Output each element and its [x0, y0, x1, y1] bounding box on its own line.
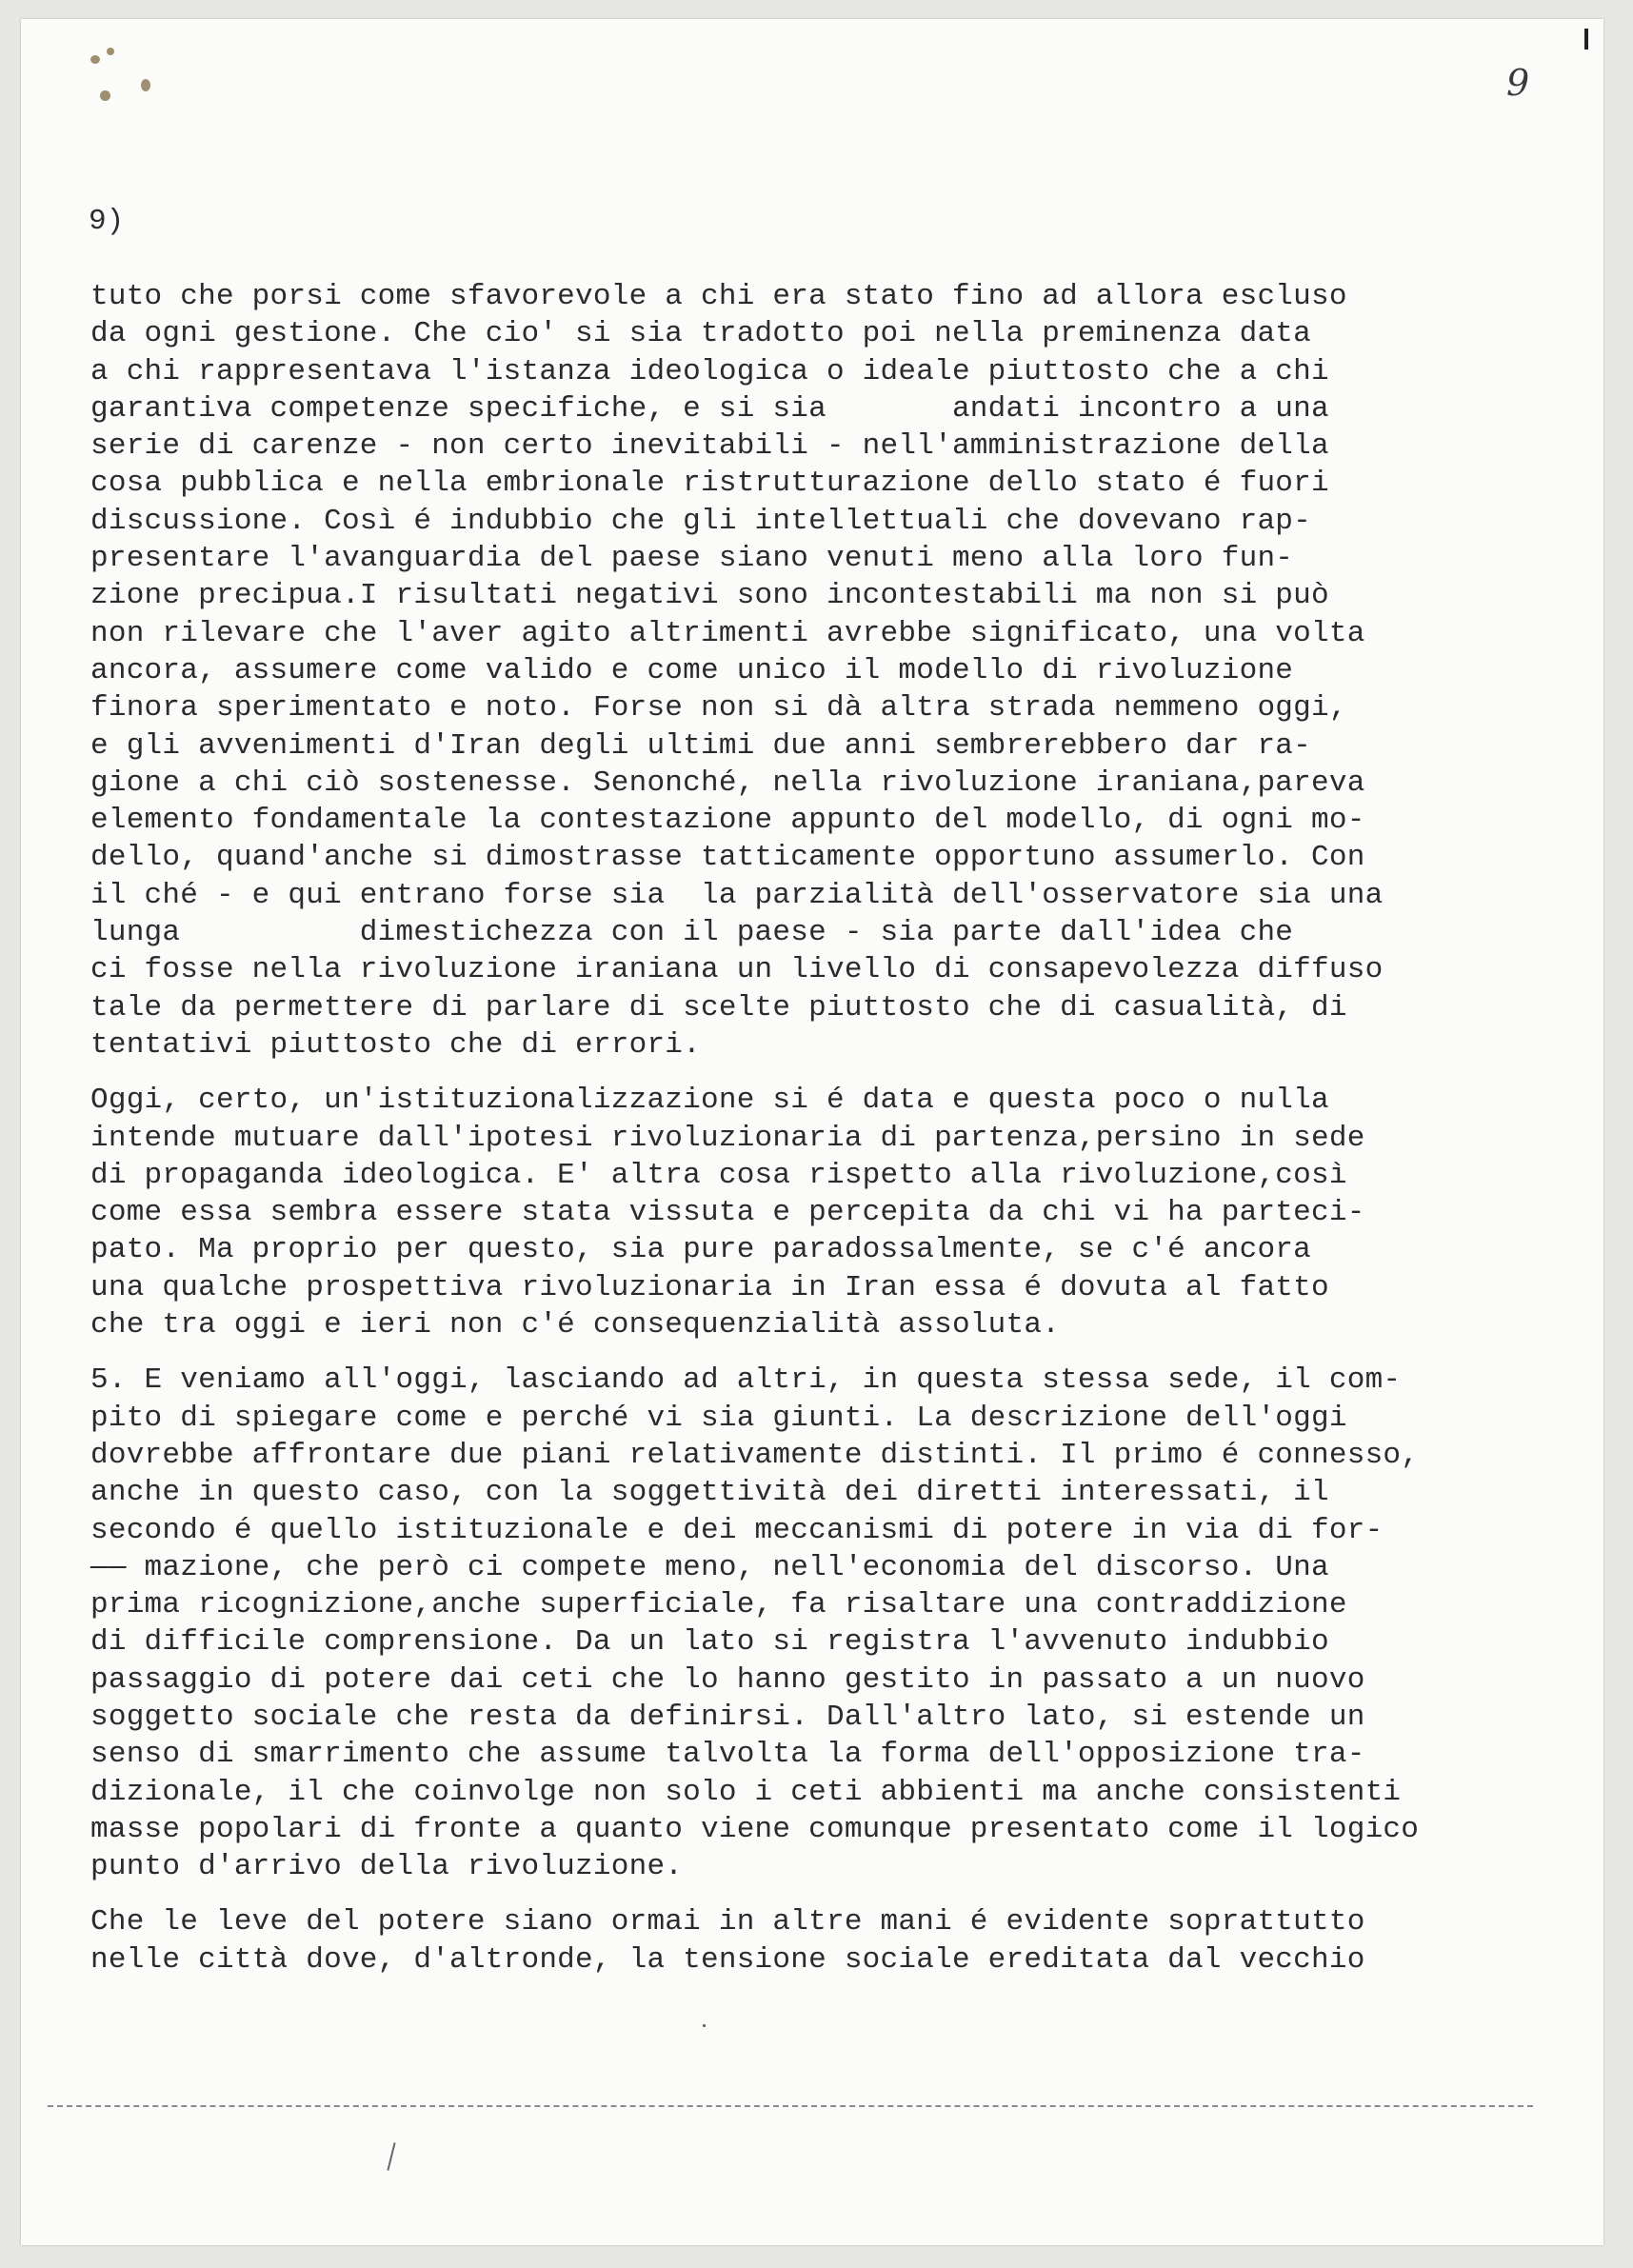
text-line: masse popolari di fronte a quanto viene comunque presentato come il logico — [90, 1812, 1420, 1846]
text-line: dello, quand'anche si dimostrasse tatticamente opportuno assumerlo. Con — [90, 841, 1365, 875]
text-line: passaggio di potere dai ceti che lo hanno gestito in passato a un nuovo — [90, 1662, 1365, 1697]
handwritten-page-number: 9 — [1506, 62, 1530, 104]
text-line: Oggi, certo, un'istituzionalizzazione si é data e questa poco o nulla — [90, 1084, 1329, 1118]
text-line: tentativi piuttosto che di errori. — [90, 1027, 702, 1062]
text-line: elemento fondamentale la contestazione appunto del modello, di ogni mo- — [90, 804, 1365, 838]
text-line: tale da permettere di parlare di scelte piuttosto che di casualità, di — [90, 990, 1347, 1025]
ink-speck — [703, 2024, 706, 2027]
text-line: presentare l'avanguardia del paese siano venuti meno alla loro fun- — [90, 542, 1294, 576]
text-line: garantiva competenze specifiche, e si sia andati incontro a una — [90, 391, 1329, 426]
staple-hole-3 — [100, 90, 110, 101]
typewritten-body — [90, 278, 1538, 1997]
paragraph — [90, 1082, 1538, 1343]
text-line: ci fosse nella rivoluzione iraniana un livello di consapevolezza diffuso — [90, 953, 1384, 987]
text-line: pato. Ma proprio per questo, sia pure paradossalmente, se c'é ancora — [90, 1233, 1312, 1267]
text-line: zione precipua.I risultati negativi sono incontestabili ma non si può — [90, 579, 1329, 613]
text-line: lunga dimestichezza con il paese - sia parte dall'idea che — [90, 916, 1294, 950]
text-line: discussione. Così é indubbio che gli intellettuali che dovevano rap- — [90, 504, 1312, 538]
text-line: Che le leve del potere siano ormai in altre mani é evidente soprattutto — [90, 1905, 1365, 1940]
staple-hole-1 — [90, 55, 100, 64]
edge-mark — [1584, 29, 1588, 50]
text-line: intende mutuare dall'ipotesi rivoluzionaria di partenza,persino in sede — [90, 1121, 1365, 1155]
text-line: finora sperimentato e noto. Forse non si dà altra strada nemmeno oggi, — [90, 691, 1347, 726]
paragraph — [90, 1362, 1538, 1885]
text-line: anche in questo caso, con la soggettività dei diretti interessati, il — [90, 1476, 1329, 1510]
text-line: cosa pubblica e nella embrionale ristrutturazione dello stato é fuori — [90, 467, 1329, 501]
text-line: da ogni gestione. Che cio' si sia tradotto poi nella preminenza data — [90, 317, 1312, 351]
text-line: di propaganda ideologica. E' altra cosa rispetto alla rivoluzione,così — [90, 1158, 1347, 1192]
text-line: prima ricognizione,anche superficiale, fa risaltare una contraddizione — [90, 1588, 1347, 1622]
text-line: serie di carenze - non certo inevitabili - nell'amministrazione della — [90, 429, 1329, 464]
staple-hole-4 — [141, 79, 150, 91]
staple-hole-2 — [107, 48, 114, 55]
text-line: una qualche prospettiva rivoluzionaria in Iran essa é dovuta al fatto — [90, 1270, 1329, 1304]
text-line: secondo é quello istituzionale e dei meccanismi di potere in via di for- — [90, 1513, 1384, 1547]
text-line: pito di spiegare come e perché vi sia giunti. La descrizione dell'oggi — [90, 1401, 1347, 1435]
text-line: di difficile comprensione. Da un lato si registra l'avvenuto indubbio — [90, 1625, 1329, 1660]
text-line: gione a chi ciò sostenesse. Senonché, nella rivoluzione iraniana,pareva — [90, 766, 1365, 800]
text-line: 5. E veniamo all'oggi, lasciando ad altri, in questa stessa sede, il com- — [90, 1363, 1402, 1398]
text-line: dizionale, il che coinvolge non solo i ceti abbienti ma anche consistenti — [90, 1775, 1402, 1809]
text-line: —— mazione, che però ci compete meno, nell'economia del discorso. Una — [90, 1550, 1329, 1584]
text-line: il ché - e qui entrano forse sia la parzialità dell'osservatore sia una — [90, 878, 1384, 912]
text-line: a chi rappresentava l'istanza ideologica o ideale piuttosto che a chi — [90, 354, 1329, 388]
text-line: come essa sembra essere stata vissuta e percepita da chi vi ha parteci- — [90, 1196, 1365, 1230]
text-line: soggetto sociale che resta da definirsi. Dall'altro lato, si estende un — [90, 1700, 1365, 1734]
text-line: punto d'arrivo della rivoluzione. — [90, 1850, 684, 1884]
text-line: che tra oggi e ieri non c'é consequenzialità assoluta. — [90, 1308, 1061, 1343]
text-line: e gli avvenimenti d'Iran degli ultimi due anni sembrerebbero dar ra- — [90, 728, 1312, 763]
text-line: nelle città dove, d'altronde, la tensione sociale ereditata dal vecchio — [90, 1942, 1365, 1977]
text-line: ancora, assumere come valido e come unico il modello di rivoluzione — [90, 653, 1294, 687]
text-line: senso di smarrimento che assume talvolta la forma dell'opposizione tra- — [90, 1738, 1365, 1772]
text-line: dovrebbe affrontare due piani relativamente distinti. Il primo é connesso, — [90, 1438, 1420, 1472]
text-line: non rilevare che l'aver agito altrimenti avrebbe significato, una volta — [90, 616, 1365, 650]
paragraph — [90, 1903, 1538, 1979]
section-label: 9) — [89, 205, 125, 238]
paragraph — [90, 278, 1538, 1064]
text-line: tuto che porsi come sfavorevole a chi era stato fino ad allora escluso — [90, 280, 1347, 313]
bottom-rule — [48, 2105, 1533, 2107]
